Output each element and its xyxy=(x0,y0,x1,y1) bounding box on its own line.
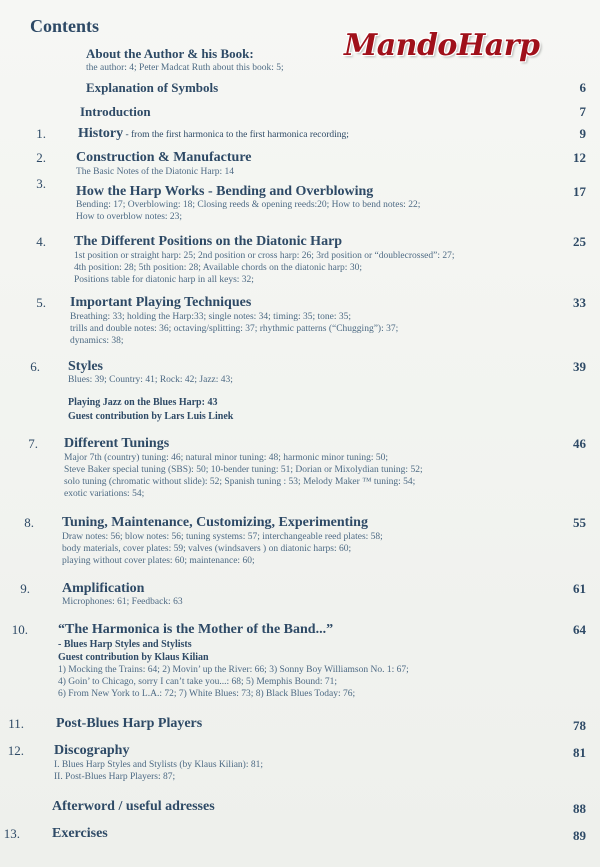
chapter-number: 2. xyxy=(36,150,46,165)
chapter-page: 46 xyxy=(573,436,586,451)
chapter-page: 61 xyxy=(573,581,586,596)
chapter-number: 6. xyxy=(30,359,40,374)
intro-page: 7 xyxy=(579,104,586,119)
chapter-page: 64 xyxy=(573,622,586,637)
chapter-number: 1. xyxy=(36,126,46,141)
chapter-subline: How to overblow notes: 23; xyxy=(76,212,183,222)
symbols-page: 6 xyxy=(579,80,586,95)
chapter-page: 39 xyxy=(573,359,586,374)
chapter-title: Discography xyxy=(54,743,130,758)
about-title: About the Author & his Book: xyxy=(86,46,254,61)
guest-credit: Guest contribution by Klaus Kilian xyxy=(58,652,209,663)
chapter-page: 78 xyxy=(573,718,586,733)
chapter-title: History - from the first harmonica to the first harmonica recording; xyxy=(78,126,349,141)
chapter-number: 12. xyxy=(7,743,24,758)
chapter-page: 81 xyxy=(573,745,586,760)
chapter-number: 3. xyxy=(36,176,46,191)
chapter-page: 33 xyxy=(573,295,586,310)
chapter-title: Important Playing Techniques xyxy=(70,295,252,310)
chapter-title: Afterword / useful adresses xyxy=(52,799,215,814)
chapter-subline: trills and double notes: 36; octaving/splitting: 37; rhythmic patterns (“Chugging”): 37; xyxy=(70,324,399,334)
chapter-number: 5. xyxy=(36,295,46,310)
chapter-subline: Bending: 17; Overblowing: 18; Closing reeds & opening reeds:20; How to bend notes: 22; xyxy=(76,200,421,210)
chapter-subtitle: - Blues Harp Styles and Stylists xyxy=(58,639,192,650)
chapter-number: 8. xyxy=(24,515,34,530)
chapter-page: 9 xyxy=(579,126,586,141)
chapter-title: “The Harmonica is the Mother of the Band...” xyxy=(58,622,334,637)
chapter-title: Post-Blues Harp Players xyxy=(56,716,203,731)
chapter-number: 13. xyxy=(3,826,20,841)
chapter-page: 17 xyxy=(573,184,586,199)
chapter-subline: 4th position: 28; 5th position: 28; Available chords on the diatonic harp: 30; xyxy=(74,263,362,273)
chapter-number: 7. xyxy=(28,436,38,451)
chapter-title: Styles xyxy=(68,359,103,374)
chapter-subline: Positions table for diatonic harp in all keys: 32; xyxy=(74,275,254,285)
jazz-guest-title: Playing Jazz on the Blues Harp: 43 xyxy=(68,397,218,408)
chapter-title: The Different Positions on the Diatonic Harp xyxy=(74,234,343,249)
chapter-page: 88 xyxy=(573,801,586,816)
chapter-subline: Blues: 39; Country: 41; Rock: 42; Jazz: 43; xyxy=(68,375,233,385)
chapter-title: Exercises xyxy=(52,826,108,841)
chapter-subline: 1) Mocking the Trains: 64; 2) Movin’ up the River: 66; 3) Sonny Boy Williamson No. 1: 67; xyxy=(58,665,409,675)
chapter-subline: playing without cover plates: 60; maintenance: 60; xyxy=(62,556,255,566)
chapter-subline: Major 7th (country) tuning: 46; natural minor tuning: 48; harmonic minor tuning: 50; xyxy=(64,453,389,463)
chapter-title: Amplification xyxy=(62,581,145,596)
chapter-title: Construction & Manufacture xyxy=(76,150,252,165)
chapter-subline: exotic variations: 54; xyxy=(64,489,145,499)
chapter-subline: The Basic Notes of the Diatonic Harp: 14 xyxy=(76,167,235,177)
chapter-subline: body materials, cover plates: 59; valves (windsavers ) on diatonic harps: 60; xyxy=(62,544,352,554)
symbols-title: Explanation of Symbols xyxy=(86,80,219,95)
chapter-page: 25 xyxy=(573,234,586,249)
chapter-subline: Draw notes: 56; blow notes: 56; tuning systems: 57; interchangeable reed plates: 58; xyxy=(62,532,383,542)
chapter-page: 12 xyxy=(573,150,586,165)
page-title: Contents xyxy=(30,16,100,36)
mandoharp-logo: MandoHarp xyxy=(344,28,540,63)
chapter-subline: 1st position or straight harp: 25; 2nd position or cross harp: 26; 3rd position or “doublecrossed”: 27; xyxy=(74,251,455,261)
chapter-number: 4. xyxy=(36,234,46,249)
jazz-guest-credit: Guest contribution by Lars Luis Linek xyxy=(68,411,234,422)
chapter-subline: I. Blues Harp Styles and Stylists (by Klaus Kilian): 81; xyxy=(54,760,263,770)
chapter-number: 9. xyxy=(20,581,30,596)
chapter-number: 11. xyxy=(8,716,24,731)
chapter-subline: dynamics: 38; xyxy=(70,336,124,346)
chapter-subline: Steve Baker special tuning (SBS): 50; 10-bender tuning: 51; Dorian or Mixolydian tuning: 52; xyxy=(64,465,423,475)
chapter-subline: II. Post-Blues Harp Players: 87; xyxy=(54,772,176,782)
chapter-page: 55 xyxy=(573,515,586,530)
chapter-subline: solo tuning (chromatic without slide): 52; Spanish tuning : 53; Melody Maker ™ tuning: 54; xyxy=(64,477,416,487)
chapter-subline: Breathing: 33; holding the Harp:33; single notes: 34; timing: 35; tone: 35; xyxy=(70,312,352,322)
chapter-number: 10. xyxy=(11,622,28,637)
about-line: the author: 4; Peter Madcat Ruth about this book: 5; xyxy=(86,63,284,73)
chapter-subline: Microphones: 61; Feedback: 63 xyxy=(62,597,183,607)
chapter-title: How the Harp Works - Bending and Overblowing xyxy=(76,184,374,199)
chapter-title: Different Tunings xyxy=(64,436,170,451)
intro-title: Introduction xyxy=(80,104,151,119)
chapter-subline: 4) Goin’ to Chicago, sorry I can’t take you...: 68; 5) Memphis Bound: 71; xyxy=(58,677,338,687)
chapter-page: 89 xyxy=(573,828,586,843)
chapter-title: Tuning, Maintenance, Customizing, Experimenting xyxy=(62,515,368,530)
chapter-subline: 6) From New York to L.A.: 72; 7) White Blues: 73; 8) Black Blues Today: 76; xyxy=(58,689,356,699)
